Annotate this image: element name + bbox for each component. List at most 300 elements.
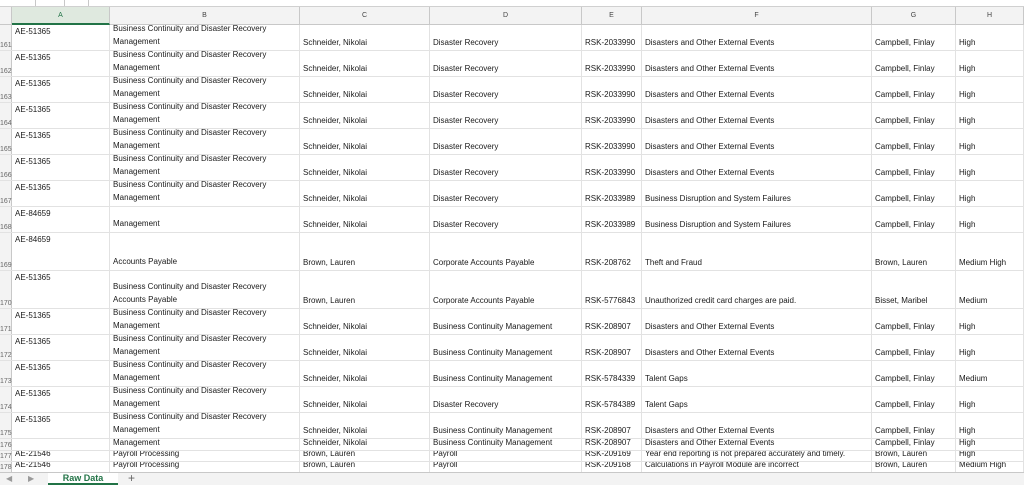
cell-d[interactable]	[430, 25, 582, 50]
cell-f-text: Disasters and Other External Events	[645, 38, 775, 47]
cell-a[interactable]	[12, 233, 110, 270]
cell-d-text: Payroll	[433, 462, 458, 469]
cell-g[interactable]	[872, 335, 956, 360]
cell-c[interactable]	[300, 181, 430, 206]
cell-g[interactable]	[872, 207, 956, 232]
spreadsheet-grid	[0, 25, 1024, 472]
row-header[interactable]	[0, 103, 12, 128]
cell-f[interactable]	[642, 439, 872, 450]
cell-f[interactable]	[642, 335, 872, 360]
cell-c[interactable]	[300, 129, 430, 154]
cell-g-text: Campbell, Finlay	[875, 400, 935, 409]
cell-b[interactable]	[110, 271, 300, 308]
cell-a[interactable]	[12, 413, 110, 438]
cell-b[interactable]	[110, 413, 300, 438]
column-header-b[interactable]: B	[110, 7, 300, 25]
cell-d[interactable]	[430, 462, 582, 472]
cell-c[interactable]	[300, 25, 430, 50]
cell-g[interactable]	[872, 129, 956, 154]
cell-d[interactable]	[430, 181, 582, 206]
cell-e[interactable]	[582, 77, 642, 102]
column-header-g[interactable]: G	[872, 7, 956, 25]
table-row	[0, 25, 1024, 51]
cell-f[interactable]	[642, 271, 872, 308]
cell-g-text: Campbell, Finlay	[875, 194, 935, 203]
cell-c[interactable]	[300, 361, 430, 386]
cell-a[interactable]	[12, 439, 110, 450]
cell-g-text: Brown, Lauren	[875, 462, 928, 469]
cell-f[interactable]	[642, 207, 872, 232]
cell-h[interactable]	[956, 233, 1024, 270]
table-row	[0, 361, 1024, 387]
cell-e-text: RSK-2033990	[585, 168, 636, 177]
cell-d[interactable]	[430, 103, 582, 128]
cell-d[interactable]	[430, 361, 582, 386]
row-number: 162	[0, 68, 12, 75]
cell-a-text: AE-21546	[15, 462, 51, 469]
cell-b-text: Payroll Processing	[113, 451, 180, 458]
cell-h-text: High	[959, 426, 976, 435]
cell-b[interactable]	[110, 181, 300, 206]
cell-h[interactable]	[956, 51, 1024, 76]
cell-h-text: High	[959, 194, 976, 203]
cell-b[interactable]	[110, 233, 300, 270]
cell-b-text	[113, 387, 266, 410]
cell-d[interactable]	[430, 439, 582, 450]
cell-a[interactable]	[12, 129, 110, 154]
cell-c-text: Brown, Lauren	[303, 296, 356, 305]
row-header[interactable]	[0, 335, 12, 360]
cell-g[interactable]	[872, 181, 956, 206]
cell-a[interactable]	[12, 77, 110, 102]
cell-e[interactable]	[582, 233, 642, 270]
cell-g[interactable]	[872, 309, 956, 334]
row-number: 175	[0, 430, 12, 437]
cell-d-text: Business Continuity Management	[433, 374, 553, 383]
cell-c-text: Schneider, Nikolai	[303, 90, 368, 99]
cell-g[interactable]	[872, 51, 956, 76]
cell-h[interactable]	[956, 181, 1024, 206]
cell-a[interactable]	[12, 462, 110, 472]
column-header-e[interactable]: E	[582, 7, 642, 25]
cell-e[interactable]	[582, 361, 642, 386]
cell-a[interactable]	[12, 309, 110, 334]
cell-e[interactable]	[582, 181, 642, 206]
cell-f-text: Disasters and Other External Events	[645, 90, 775, 99]
cell-e-text: RSK-209168	[585, 462, 631, 469]
cell-h-text: High	[959, 220, 976, 229]
cell-g[interactable]	[872, 439, 956, 450]
cell-g[interactable]	[872, 155, 956, 180]
cell-e-text: RSK-2033990	[585, 64, 636, 73]
row-number: 177	[0, 453, 12, 460]
cell-e[interactable]	[582, 207, 642, 232]
row-header[interactable]	[0, 129, 12, 154]
cell-h[interactable]	[956, 155, 1024, 180]
cell-b-line2: Management	[113, 89, 160, 98]
cell-f[interactable]	[642, 387, 872, 412]
cell-d[interactable]	[430, 387, 582, 412]
cell-h-text: High	[959, 168, 976, 177]
cell-f[interactable]	[642, 155, 872, 180]
add-sheet-icon[interactable]: +	[128, 471, 136, 485]
column-header-f[interactable]: F	[642, 7, 872, 25]
row-header[interactable]	[0, 25, 12, 50]
row-number: 171	[0, 326, 12, 333]
cell-a[interactable]	[12, 25, 110, 50]
cell-c-text: Schneider, Nikolai	[303, 116, 368, 125]
cell-d[interactable]	[430, 51, 582, 76]
cell-a[interactable]	[12, 335, 110, 360]
cell-h[interactable]	[956, 207, 1024, 232]
cell-d[interactable]	[430, 335, 582, 360]
row-number: 165	[0, 146, 12, 153]
cell-b-text	[113, 103, 266, 126]
cell-b-line1: Business Continuity and Disaster Recovery	[113, 335, 267, 343]
cell-e-text: RSK-2033990	[585, 116, 636, 125]
cell-b-text	[113, 335, 266, 358]
cell-d[interactable]	[430, 451, 582, 461]
cell-b-text	[113, 129, 266, 152]
row-number: 178	[0, 464, 12, 471]
cell-c[interactable]	[300, 155, 430, 180]
cell-b-text	[113, 77, 266, 100]
cell-a-text: AE-84659	[15, 209, 51, 218]
cell-f[interactable]	[642, 77, 872, 102]
cell-g[interactable]	[872, 413, 956, 438]
cell-b[interactable]	[110, 309, 300, 334]
cell-e[interactable]	[582, 413, 642, 438]
cell-c-text: Schneider, Nikolai	[303, 38, 368, 47]
cell-g-text: Campbell, Finlay	[875, 38, 935, 47]
cell-g[interactable]	[872, 271, 956, 308]
cell-h-text: High	[959, 90, 976, 99]
cell-c-text: Schneider, Nikolai	[303, 142, 368, 151]
cell-g[interactable]	[872, 233, 956, 270]
cell-h[interactable]	[956, 25, 1024, 50]
cell-b-line1: Business Continuity and Disaster Recovery	[113, 103, 267, 111]
cell-e[interactable]	[582, 25, 642, 50]
cell-a-text: AE-51365	[15, 27, 51, 36]
cell-b[interactable]	[110, 335, 300, 360]
cell-a[interactable]	[12, 361, 110, 386]
column-header-d[interactable]: D	[430, 7, 582, 25]
cell-d[interactable]	[430, 233, 582, 270]
table-row	[0, 271, 1024, 309]
cell-c-text: Schneider, Nikolai	[303, 194, 368, 203]
cell-b-text	[113, 309, 266, 332]
cell-b-text: Management	[113, 439, 160, 447]
cell-e-text: RSK-2033989	[585, 220, 636, 229]
cell-a[interactable]	[12, 387, 110, 412]
cell-c[interactable]	[300, 387, 430, 412]
cell-h[interactable]	[956, 77, 1024, 102]
cell-e[interactable]	[582, 103, 642, 128]
cell-g[interactable]	[872, 361, 956, 386]
cell-f[interactable]	[642, 462, 872, 472]
cell-f-text: Talent Gaps	[645, 400, 688, 409]
cell-c[interactable]	[300, 439, 430, 450]
cell-c-text: Schneider, Nikolai	[303, 168, 368, 177]
row-header[interactable]	[0, 413, 12, 438]
cell-a-text: AE-51365	[15, 157, 51, 166]
cell-d-text: Business Continuity Management	[433, 348, 553, 357]
row-header[interactable]	[0, 271, 12, 308]
sheet-tab-raw-data[interactable]: Raw Data	[48, 473, 118, 485]
cell-c[interactable]	[300, 271, 430, 308]
cell-b-line2: Management	[113, 193, 160, 202]
cell-h[interactable]	[956, 309, 1024, 334]
cell-h-text: High	[959, 439, 976, 447]
table-row	[0, 309, 1024, 335]
cell-f[interactable]	[642, 103, 872, 128]
row-header[interactable]	[0, 155, 12, 180]
cell-b-line1: Business Continuity and Disaster Recovery	[113, 413, 267, 421]
cell-b[interactable]	[110, 387, 300, 412]
cell-g[interactable]	[872, 77, 956, 102]
cell-f[interactable]	[642, 51, 872, 76]
cell-b-line1: Business Continuity and Disaster Recovery	[113, 25, 267, 33]
row-number: 176	[0, 442, 12, 449]
cell-c-text: Schneider, Nikolai	[303, 439, 368, 447]
cell-f[interactable]	[642, 233, 872, 270]
cell-h[interactable]	[956, 413, 1024, 438]
cell-b-text	[113, 413, 266, 436]
cell-e[interactable]	[582, 129, 642, 154]
cell-b[interactable]	[110, 129, 300, 154]
cell-d-text: Business Continuity Management	[433, 439, 553, 447]
table-row	[0, 181, 1024, 207]
cell-b[interactable]	[110, 361, 300, 386]
row-number: 167	[0, 198, 12, 205]
cell-a[interactable]	[12, 207, 110, 232]
cell-c-text: Schneider, Nikolai	[303, 64, 368, 73]
row-number: 168	[0, 224, 12, 231]
cell-g-text: Campbell, Finlay	[875, 90, 935, 99]
row-header[interactable]	[0, 309, 12, 334]
row-header[interactable]	[0, 462, 12, 472]
cell-f-text: Disasters and Other External Events	[645, 168, 775, 177]
cell-e[interactable]	[582, 155, 642, 180]
cell-b-line2: Management	[113, 399, 160, 408]
cell-g[interactable]	[872, 451, 956, 461]
cell-b[interactable]	[110, 51, 300, 76]
cell-b[interactable]	[110, 462, 300, 472]
strip-divider	[64, 0, 65, 6]
cell-d-text: Corporate Accounts Payable	[433, 258, 535, 267]
column-header-a[interactable]: A	[12, 7, 110, 25]
cell-f[interactable]	[642, 361, 872, 386]
cell-c[interactable]	[300, 335, 430, 360]
cell-c[interactable]	[300, 77, 430, 102]
cell-h-text: Medium High	[959, 462, 1007, 469]
cell-c[interactable]	[300, 413, 430, 438]
cell-f[interactable]	[642, 25, 872, 50]
cell-f[interactable]	[642, 451, 872, 461]
table-row	[0, 439, 1024, 451]
cell-c[interactable]	[300, 309, 430, 334]
column-header-h[interactable]: H	[956, 7, 1024, 25]
cell-h[interactable]	[956, 462, 1024, 472]
cell-a-text: AE-51365	[15, 337, 51, 346]
cell-d[interactable]	[430, 271, 582, 308]
cell-g-text: Campbell, Finlay	[875, 374, 935, 383]
cell-g[interactable]	[872, 103, 956, 128]
cell-a[interactable]	[12, 103, 110, 128]
cell-h[interactable]	[956, 439, 1024, 450]
cell-g-text: Campbell, Finlay	[875, 426, 935, 435]
cell-e[interactable]	[582, 335, 642, 360]
cell-c[interactable]	[300, 451, 430, 461]
row-number: 161	[0, 42, 12, 49]
cell-b-line1: Business Continuity and Disaster Recovery	[113, 129, 267, 137]
cell-a-text: AE-21546	[15, 451, 51, 458]
cell-d[interactable]	[430, 129, 582, 154]
cell-e-text: RSK-208907	[585, 322, 631, 331]
row-number: 174	[0, 404, 12, 411]
cell-b[interactable]	[110, 25, 300, 50]
cell-e[interactable]	[582, 451, 642, 461]
cell-h[interactable]	[956, 271, 1024, 308]
cell-c-text: Brown, Lauren	[303, 258, 356, 267]
cell-b[interactable]	[110, 439, 300, 450]
cell-a-text: AE-51365	[15, 53, 51, 62]
cell-h-text: High	[959, 400, 976, 409]
cell-b[interactable]	[110, 451, 300, 461]
row-header[interactable]	[0, 51, 12, 76]
cell-h[interactable]	[956, 361, 1024, 386]
cell-e-text: RSK-2033989	[585, 194, 636, 203]
cell-d[interactable]	[430, 309, 582, 334]
cell-f-text: Disasters and Other External Events	[645, 426, 775, 435]
cell-b[interactable]	[110, 103, 300, 128]
cell-a[interactable]	[12, 181, 110, 206]
cell-e[interactable]	[582, 387, 642, 412]
cell-a-text: AE-51365	[15, 79, 51, 88]
cell-h-text: High	[959, 142, 976, 151]
table-row	[0, 387, 1024, 413]
cell-d[interactable]	[430, 77, 582, 102]
cell-g-text: Campbell, Finlay	[875, 116, 935, 125]
cell-c[interactable]	[300, 103, 430, 128]
cell-b[interactable]	[110, 155, 300, 180]
table-row	[0, 462, 1024, 472]
cell-h-text: Medium	[959, 374, 988, 383]
cell-b-line2: Management	[113, 425, 160, 434]
cell-h[interactable]	[956, 451, 1024, 461]
cell-c-text: Schneider, Nikolai	[303, 426, 368, 435]
prev-sheet-icon[interactable]: ◀	[6, 474, 13, 483]
cell-g[interactable]	[872, 387, 956, 412]
cell-b-line2: Management	[113, 167, 160, 176]
cell-c-text: Schneider, Nikolai	[303, 220, 368, 229]
cell-g-text: Campbell, Finlay	[875, 142, 935, 151]
cell-c[interactable]	[300, 462, 430, 472]
row-number: 166	[0, 172, 12, 179]
row-header[interactable]	[0, 181, 12, 206]
cell-e-text: RSK-208907	[585, 439, 631, 447]
cell-c-text: Schneider, Nikolai	[303, 374, 368, 383]
cell-a[interactable]	[12, 271, 110, 308]
cell-d[interactable]	[430, 207, 582, 232]
cell-h[interactable]	[956, 335, 1024, 360]
cell-d[interactable]	[430, 155, 582, 180]
cell-d[interactable]	[430, 413, 582, 438]
cell-f[interactable]	[642, 129, 872, 154]
cell-c-text: Schneider, Nikolai	[303, 400, 368, 409]
cell-e[interactable]	[582, 439, 642, 450]
cell-e-text: RSK-2033990	[585, 38, 636, 47]
cell-e[interactable]	[582, 462, 642, 472]
row-header[interactable]	[0, 207, 12, 232]
cell-f-text: Disasters and Other External Events	[645, 64, 775, 73]
row-number: 163	[0, 94, 12, 101]
table-row	[0, 51, 1024, 77]
cell-f[interactable]	[642, 181, 872, 206]
row-header[interactable]	[0, 361, 12, 386]
cell-f-text: Business Disruption and System Failures	[645, 220, 791, 229]
cell-a-text: AE-51365	[15, 273, 51, 282]
cell-h[interactable]	[956, 129, 1024, 154]
cell-b-line2: Management	[113, 115, 160, 124]
table-row	[0, 413, 1024, 439]
cell-b-line2: Management	[113, 219, 160, 228]
cell-g-text: Campbell, Finlay	[875, 348, 935, 357]
cell-e[interactable]	[582, 309, 642, 334]
cell-e[interactable]	[582, 51, 642, 76]
cell-g[interactable]	[872, 462, 956, 472]
cell-h[interactable]	[956, 103, 1024, 128]
cell-c[interactable]	[300, 233, 430, 270]
cell-f-text: Disasters and Other External Events	[645, 322, 775, 331]
cell-f[interactable]	[642, 413, 872, 438]
row-header[interactable]	[0, 451, 12, 461]
cell-c[interactable]	[300, 207, 430, 232]
cell-f-text: Disasters and Other External Events	[645, 348, 775, 357]
cell-b-text	[113, 217, 160, 230]
select-all-corner[interactable]	[0, 7, 12, 25]
cell-c[interactable]	[300, 51, 430, 76]
cell-b-line1: Business Continuity and Disaster Recovery	[113, 361, 267, 369]
cell-a[interactable]	[12, 155, 110, 180]
cell-a-text: AE-51365	[15, 105, 51, 114]
row-header[interactable]	[0, 233, 12, 270]
cell-b[interactable]	[110, 77, 300, 102]
cell-a[interactable]	[12, 451, 110, 461]
row-header[interactable]	[0, 77, 12, 102]
cell-g[interactable]	[872, 25, 956, 50]
row-header[interactable]	[0, 387, 12, 412]
cell-e-text: RSK-208907	[585, 426, 631, 435]
cell-d-text: Disaster Recovery	[433, 168, 499, 177]
column-header-bar	[0, 7, 1024, 25]
column-header-c[interactable]: C	[300, 7, 430, 25]
cell-b[interactable]	[110, 207, 300, 232]
row-header[interactable]	[0, 439, 12, 450]
row-number: 172	[0, 352, 12, 359]
cell-e-text: RSK-5784339	[585, 374, 636, 383]
cell-b-line1: Business Continuity and Disaster Recovery	[113, 309, 267, 317]
cell-f[interactable]	[642, 309, 872, 334]
cell-f-text: Disasters and Other External Events	[645, 142, 775, 151]
cell-h-text: Medium	[959, 296, 988, 305]
cell-b-text	[113, 255, 177, 268]
next-sheet-icon[interactable]: ▶	[28, 474, 35, 483]
strip-divider	[88, 0, 89, 6]
cell-e[interactable]	[582, 271, 642, 308]
cell-h[interactable]	[956, 387, 1024, 412]
cell-a[interactable]	[12, 51, 110, 76]
